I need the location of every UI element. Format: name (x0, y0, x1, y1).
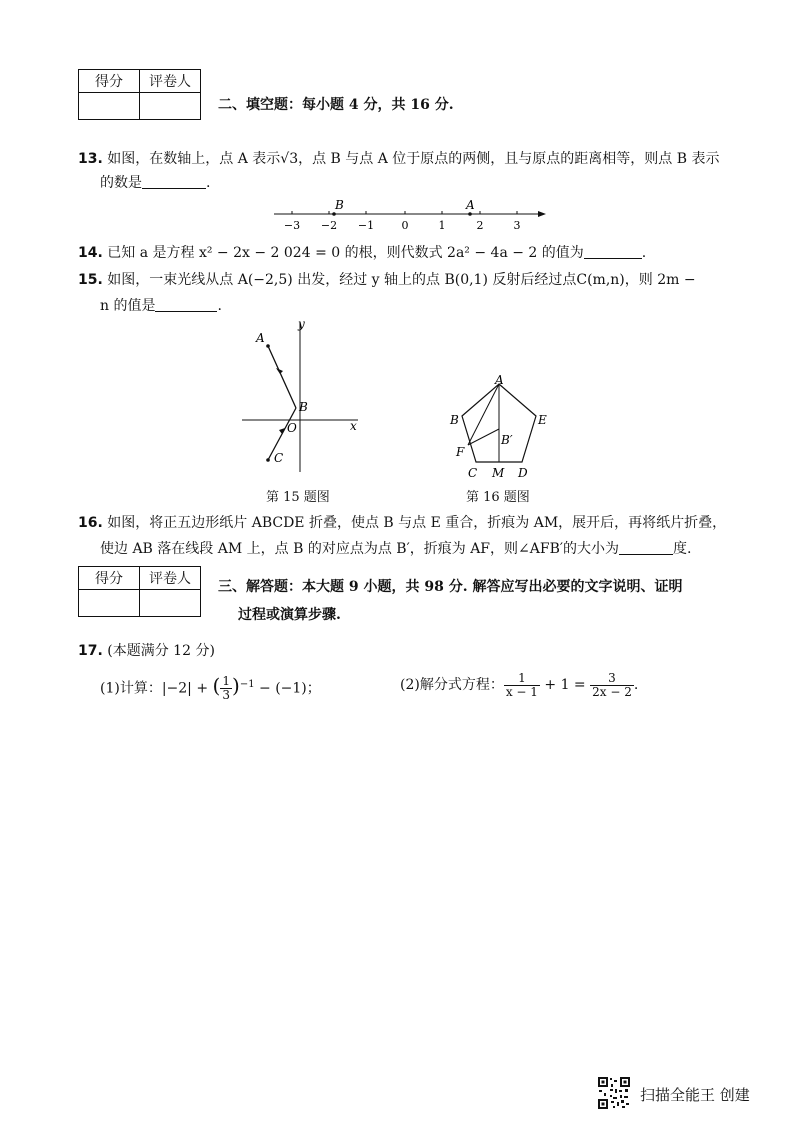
q17-number: 17. (78, 643, 103, 659)
tick-label: 2 (476, 219, 484, 232)
q15-line2 (100, 295, 222, 315)
figure-16 (446, 374, 556, 482)
fig16-point-d: D (518, 466, 528, 480)
point-a-dot (468, 212, 472, 216)
q14-tail: . (641, 245, 647, 261)
fig16-point-c: C (468, 466, 478, 480)
q13-line1 (78, 148, 720, 168)
fraction-numerator: 3 (590, 672, 634, 686)
q14-number: 14. (78, 245, 103, 261)
footer-text: 扫描全能王 创建 (640, 1086, 750, 1104)
fig16-point-b: B (450, 413, 459, 427)
tick-label: 1 (438, 219, 446, 232)
section2-title: 二、填空题：每小题 4 分，共 16 分. (218, 97, 454, 113)
q17-part2-mid: + 1 = (539, 677, 591, 693)
section3-title-line1: 三、解答题：本大题 9 小题，共 98 分. 解答应写出必要的文字说明、证明 (218, 579, 683, 595)
answer-blank[interactable] (155, 297, 217, 312)
fraction-numerator: 1 (504, 672, 540, 686)
q13-text2: 的数是 (100, 175, 142, 191)
q17-part2 (400, 668, 638, 702)
fig15-x-axis-label: x (350, 419, 357, 433)
score-table-1 (78, 69, 201, 120)
fig16-point-a: A (495, 374, 504, 387)
score-cell (79, 590, 140, 617)
q15-tail: . (217, 298, 222, 314)
score-label: 得分 (79, 567, 140, 590)
fig15-point-c: C (274, 451, 284, 465)
fraction (590, 672, 634, 699)
score-label: 得分 (79, 70, 140, 93)
point-a-label: A (466, 198, 475, 212)
q14-text: 已知 a 是方程 x² − 2x − 2 024 = 0 的根，则代数式 2a² − 4a − 2 的值为 (107, 245, 584, 261)
q15-text2: n 的值是 (100, 298, 156, 314)
qr-code-icon (597, 1076, 631, 1110)
q13-line2: 的数是 . (100, 175, 211, 191)
fig16-caption: 第 16 题图 (466, 490, 530, 505)
q15-number: 15. (78, 272, 103, 288)
fig16-point-e: E (538, 413, 547, 427)
fraction (220, 675, 232, 702)
answer-blank[interactable] (619, 540, 673, 555)
q16-text2: 使边 AB 落在线段 AM 上，点 B 的对应点为点 B′，折痕为 AF，则∠AFB′的大小为 (100, 541, 620, 557)
q16-line1 (78, 512, 726, 532)
q16-tail: 度. (673, 541, 692, 557)
q16-line2 (100, 538, 692, 558)
fraction-denominator: 3 (222, 688, 230, 703)
fig15-point-a: A (256, 331, 265, 345)
fig16-point-f: F (456, 445, 465, 459)
q13-text: 如图，在数轴上，点 A 表示√3，点 B 与点 A 位于原点的两侧，且与原点的距离相等，则点 B 表示 (107, 151, 720, 167)
point-b-label: B (335, 198, 344, 212)
q17-header (78, 640, 215, 660)
tick-label: 0 (401, 219, 409, 232)
q17-part1-suffix: − (−1)； (254, 680, 321, 697)
fraction (504, 672, 540, 699)
grader-cell (140, 590, 201, 617)
fig15-point-b: B (299, 400, 308, 414)
q17-part2-prefix: (2)解分式方程： (400, 677, 504, 693)
tick-label: 3 (513, 219, 521, 232)
score-table-2 (78, 566, 201, 617)
fraction-denominator: 2x − 2 (592, 684, 632, 699)
grader-cell (140, 93, 201, 120)
grader-label: 评卷人 (140, 70, 201, 93)
q15-text: 如图，一束光线从点 A(−2,5) 出发，经过 y 轴上的点 B(0,1) 反射后经过点C(m,n)，则 2m − (107, 272, 696, 288)
fig16-point-m: M (492, 466, 505, 480)
answer-blank[interactable] (584, 244, 642, 259)
q13-number: 13. (78, 151, 103, 167)
tick-label: −1 (357, 219, 375, 232)
fig15-y-axis-label: y (298, 317, 305, 331)
fig16-point-b-prime: B′ (501, 433, 513, 447)
fig15-origin: O (287, 421, 297, 435)
point-b-dot (332, 212, 336, 216)
figure-15 (230, 316, 370, 476)
tick-label: −3 (283, 219, 301, 232)
exponent: −1 (239, 679, 255, 690)
q14 (78, 242, 646, 262)
fraction-denominator: x − 1 (505, 684, 538, 699)
q16-text: 如图，将正五边形纸片 ABCDE 折叠，使点 B 与点 E 重合，折痕为 AM，展开后，再将纸片折叠， (107, 515, 727, 531)
grader-label: 评卷人 (140, 567, 201, 590)
q17-part1-prefix: (1)计算：|−2| + (100, 680, 213, 697)
section3-title-line2: 过程或演算步骤. (238, 607, 341, 623)
fig15-caption: 第 15 题图 (266, 490, 330, 505)
score-cell (79, 93, 140, 120)
fraction-numerator: 1 (222, 674, 230, 689)
q17-part1: (1)计算：|−2| + ( $\frac{1}{3}$ )$^{-1}$ − (−1)； (100, 673, 321, 703)
q17-part2-tail: . (633, 677, 639, 693)
q16-number: 16. (78, 515, 103, 531)
q17-header-text: (本题满分 12 分) (107, 643, 215, 659)
q15-line1 (78, 269, 696, 289)
tick-label: −2 (320, 219, 338, 232)
number-line-figure (270, 198, 550, 234)
answer-blank[interactable] (142, 174, 206, 189)
